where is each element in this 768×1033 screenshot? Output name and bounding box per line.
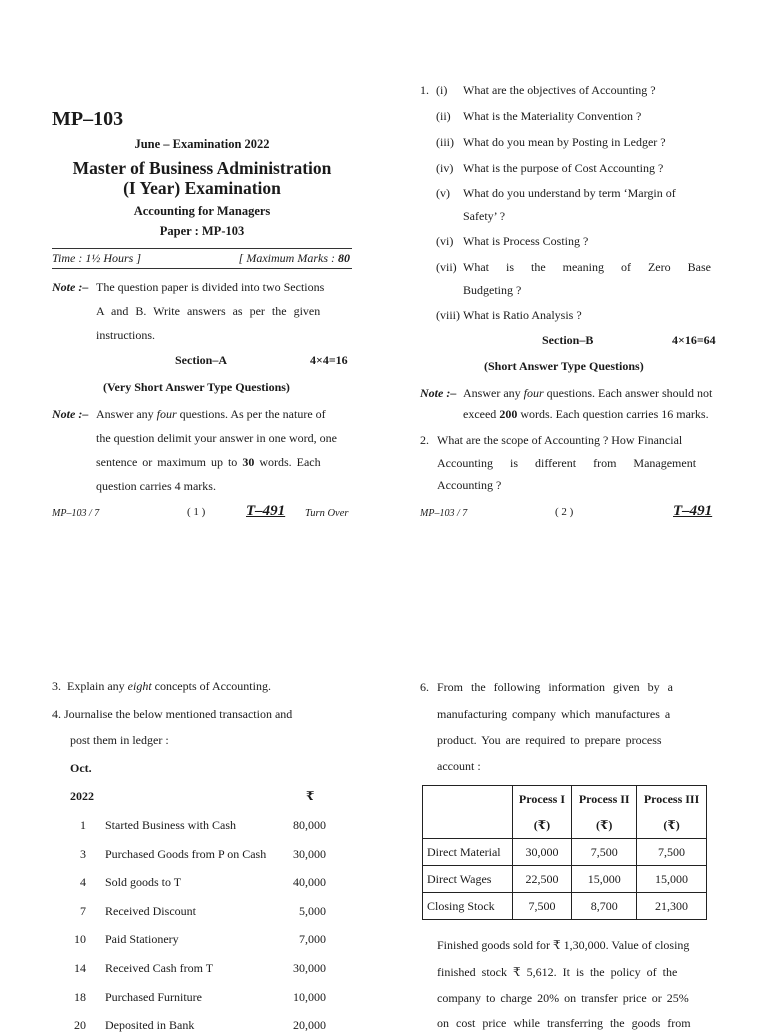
- section-b-heading: Section–B: [542, 333, 594, 347]
- q1-item-text: What do you understand by term ‘Margin of: [463, 186, 676, 200]
- subject-title: Accounting for Managers: [133, 204, 271, 218]
- table-cell: 7,500: [572, 839, 637, 866]
- transaction-day: 10: [74, 932, 86, 947]
- table-header: Process I: [512, 786, 572, 813]
- q6-line: product. You are required to prepare process: [437, 733, 662, 747]
- row-label: Direct Material: [423, 839, 513, 866]
- page-1: [0, 0, 384, 540]
- q1-item-text: What do you mean by Posting in Ledger ?: [463, 135, 666, 149]
- q3-text: 3. Explain any eight concepts of Accounting.: [52, 679, 271, 693]
- process-table: [422, 785, 707, 920]
- note2-line: the question delimit your answer in one word, one: [96, 431, 337, 445]
- q1-item-number: (viii): [436, 308, 460, 322]
- section-b-marks: 4×16=64: [672, 333, 716, 347]
- emphasis: 200: [499, 407, 518, 421]
- table-cell: 7,500: [512, 893, 572, 920]
- transaction-amount: 7,000: [299, 932, 326, 947]
- table-unit: (₹): [512, 812, 572, 839]
- q1-item-number: (vii): [436, 260, 457, 274]
- transaction-amount: 5,000: [299, 903, 326, 918]
- page-2: [384, 0, 768, 540]
- note2-line: question carries 4 marks.: [96, 479, 216, 493]
- footer-page-number: ( 1 ): [187, 506, 206, 518]
- q2-line: Accounting is different from Management: [437, 456, 697, 470]
- max-marks-label: [ Maximum Marks : 80: [238, 251, 350, 265]
- transaction-description: Purchased Furniture: [105, 989, 202, 1004]
- table-cell: 15,000: [637, 866, 707, 893]
- q1-item-text-cont: Budgeting ?: [463, 283, 522, 297]
- emphasis: 30: [242, 455, 255, 469]
- transaction-amount: 30,000: [293, 961, 326, 975]
- footer-code: T–491: [673, 503, 713, 519]
- q2-line: Accounting ?: [437, 478, 502, 492]
- exam-session: June – Examination 2022: [134, 137, 270, 151]
- month-label: Oct.: [70, 761, 92, 775]
- transaction-day: 4: [80, 875, 86, 890]
- transaction-day: 7: [80, 903, 86, 918]
- transaction-description: Paid Stationery: [105, 932, 179, 947]
- q6-line: 6. From the following information given by a: [420, 680, 673, 694]
- degree-title: Master of Business Administration: [72, 158, 332, 178]
- transaction-day: 3: [80, 846, 86, 861]
- note-label: Note :–: [420, 386, 457, 400]
- q4-line: 4. Journalise the below mentioned transaction and: [52, 707, 293, 721]
- table-cell: 7,500: [637, 839, 707, 866]
- page-3: [0, 540, 384, 1033]
- q1-item-number: (iii): [436, 135, 454, 149]
- table-unit: (₹): [572, 812, 637, 839]
- q1-item-text: What are the objectives of Accounting ?: [463, 83, 656, 97]
- footer-code: T–491: [246, 503, 286, 519]
- table-cell: 21,300: [637, 893, 707, 920]
- note2-line: sentence or maximum up to 30 words. Each: [96, 455, 321, 469]
- q1-item-number: (ii): [436, 109, 451, 123]
- note-line: The question paper is divided into two Sections: [96, 280, 325, 294]
- section-a-heading: Section–A: [175, 353, 227, 367]
- section-a-subheading: (Very Short Answer Type Questions): [103, 380, 290, 394]
- q6-after-line: on cost price while transferring the goods from: [437, 1016, 691, 1030]
- emphasis: four: [523, 386, 544, 400]
- q1-item-number: (i): [436, 83, 448, 97]
- table-row: [423, 839, 707, 866]
- table-cell: 8,700: [572, 893, 637, 920]
- table-corner: [423, 812, 513, 839]
- transaction-day: 1: [80, 818, 86, 832]
- transaction-amount: 40,000: [293, 875, 326, 890]
- q2-line: What are the scope of Accounting ? How Financial: [437, 433, 683, 447]
- divider-top: [52, 248, 352, 249]
- emphasis: 80: [338, 251, 350, 265]
- note-line: Answer any four questions. Each answer should not: [463, 386, 713, 400]
- paper-code: MP–103: [52, 108, 124, 130]
- table-row: [423, 866, 707, 893]
- transaction-amount: 80,000: [293, 818, 326, 832]
- transaction-description: Received Cash from T: [105, 961, 214, 975]
- q1-item-number: (iv): [436, 161, 454, 175]
- page-4: [384, 540, 768, 1030]
- q4-line: post them in ledger :: [70, 733, 169, 747]
- transaction-day: 20: [74, 1018, 86, 1033]
- table-header: Process II: [572, 786, 637, 813]
- row-label: Closing Stock: [423, 893, 513, 920]
- year-label: 2022: [70, 789, 94, 803]
- transaction-amount: 10,000: [293, 989, 326, 1004]
- footer-turn-over: Turn Over: [305, 508, 349, 519]
- q2-number: 2.: [420, 433, 429, 447]
- q1-item-text: What is the meaning of Zero Base: [463, 260, 711, 274]
- footer-paper-ref: MP–103 / 7: [52, 508, 100, 519]
- transaction-description: Started Business with Cash: [105, 818, 236, 832]
- q1-number: 1.: [420, 83, 429, 97]
- q6-after-line: Finished goods sold for ₹ 1,30,000. Value of closing: [437, 938, 690, 952]
- q6-after-line: company to charge 20% on transfer price or 25%: [437, 991, 689, 1005]
- table-row: [423, 893, 707, 920]
- table-header: Process III: [637, 786, 707, 813]
- transaction-description: Deposited in Bank: [105, 1018, 195, 1033]
- table-header-row: [423, 786, 707, 813]
- note-line: exceed 200 words. Each question carries 16 marks.: [463, 407, 709, 421]
- section-a-marks: 4×4=16: [310, 353, 348, 367]
- emphasis: four: [156, 407, 177, 421]
- table-corner: [423, 786, 513, 813]
- q1-item-number: (vi): [436, 234, 454, 248]
- footer-page-number: ( 2 ): [555, 506, 574, 518]
- note2-label: Note :–: [52, 407, 89, 421]
- table-cell: 15,000: [572, 866, 637, 893]
- note2-line: Answer any four questions. As per the nature of: [96, 407, 326, 421]
- section-b-subheading: (Short Answer Type Questions): [484, 359, 644, 373]
- table-unit: (₹): [637, 812, 707, 839]
- transaction-description: Purchased Goods from P on Cash: [105, 846, 267, 861]
- transaction-description: Received Discount: [105, 903, 196, 918]
- q1-item-text: What is Ratio Analysis ?: [463, 308, 582, 322]
- q6-line: account :: [437, 759, 481, 773]
- q6-after-line: finished stock ₹ 5,612. It is the policy of the: [437, 965, 678, 979]
- table-cell: 30,000: [512, 839, 572, 866]
- note-line: A and B. Write answers as per the given: [96, 304, 321, 318]
- q1-item-text: What is the purpose of Cost Accounting ?: [463, 161, 664, 175]
- footer-paper-ref: MP–103 / 7: [420, 508, 468, 519]
- q3-emphasis: eight: [127, 679, 152, 693]
- transaction-amount: 30,000: [293, 846, 326, 861]
- amount-column-head: ₹: [306, 789, 315, 803]
- row-label: Direct Wages: [423, 866, 513, 893]
- transaction-description: Sold goods to T: [105, 875, 182, 890]
- q1-item-text-cont: Safety’ ?: [463, 209, 506, 223]
- q6-line: manufacturing company which manufactures a: [437, 707, 671, 721]
- table-cell: 22,500: [512, 866, 572, 893]
- note-line: instructions.: [96, 328, 155, 342]
- divider-bottom: [52, 268, 352, 269]
- time-label: Time : 1½ Hours ]: [52, 251, 142, 265]
- paper-title: Paper : MP-103: [159, 224, 245, 238]
- q1-item-text: What is Process Costing ?: [463, 234, 589, 248]
- year-title: (I Year) Examination: [123, 178, 281, 198]
- transaction-amount: 20,000: [293, 1018, 326, 1033]
- transaction-day: 14: [74, 961, 86, 975]
- transaction-day: 18: [74, 989, 86, 1004]
- q1-item-number: (v): [436, 186, 450, 200]
- note-label: Note :–: [52, 280, 89, 294]
- q1-item-text: What is the Materiality Convention ?: [463, 109, 642, 123]
- table-unit-row: [423, 812, 707, 839]
